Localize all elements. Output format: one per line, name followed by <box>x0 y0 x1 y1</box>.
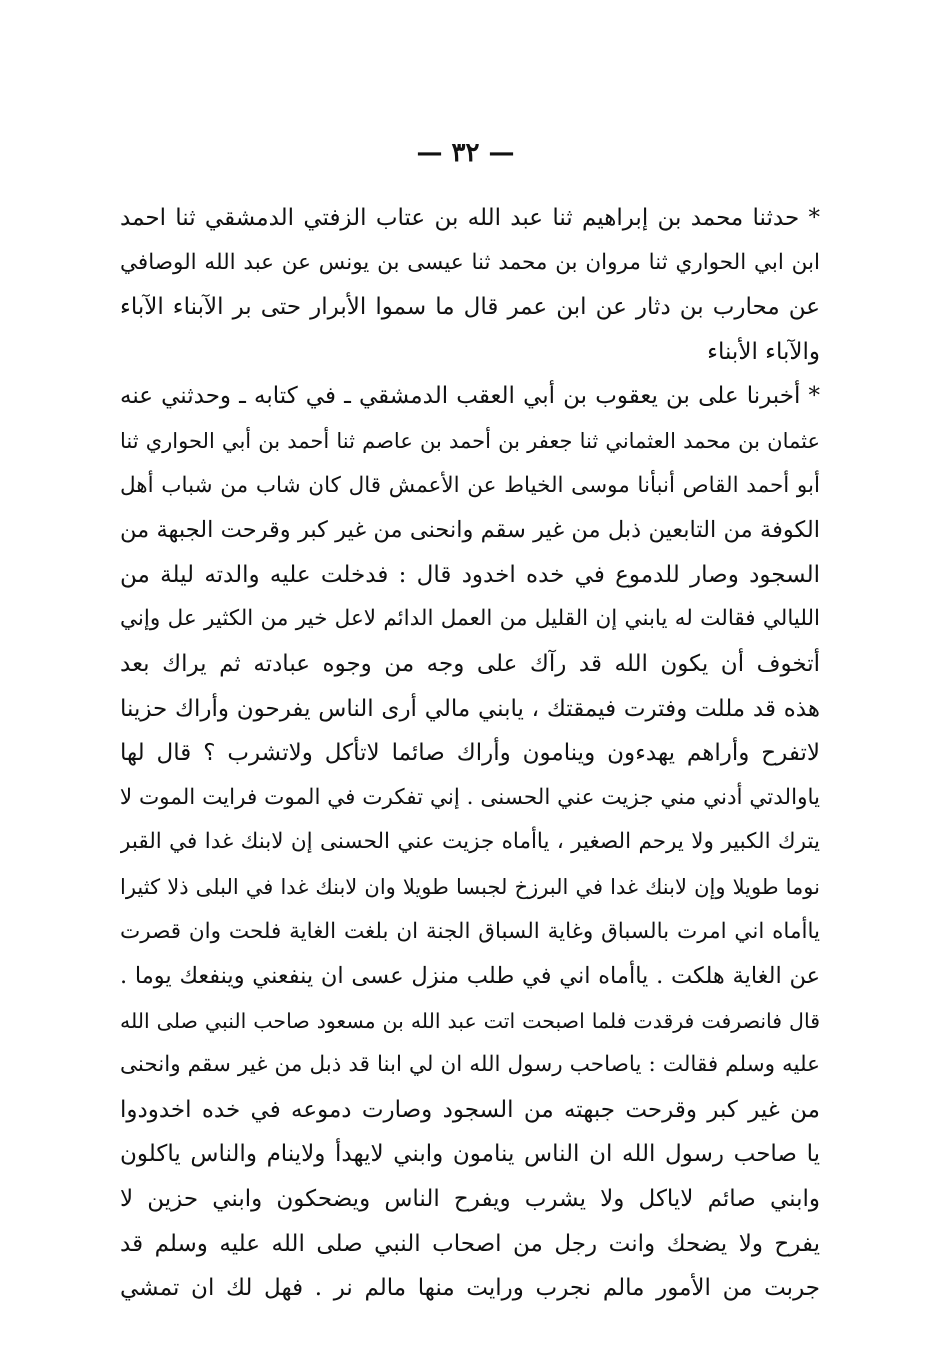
text-line: يترك الكبير ولا يرحم الصغير ، ياأماه جزيت عني الحسنى إن لابنك غدا في القبر <box>120 829 820 855</box>
text-line: ياأماه اني امرت بالسباق وغاية السباق الجنة ان بلغت الغاية فلحت وان قصرت <box>120 918 820 944</box>
text-line: يفرح ولا يضحك وانت رجل من اصحاب النبي صلى الله عليه وسلم قد <box>120 1230 820 1257</box>
text-line: والآباء الأبناء <box>707 338 820 365</box>
text-line: عثمان بن محمد العثماني ثنا جعفر بن أحمد بن عاصم ثنا أحمد بن أبي الحواري ثنا <box>120 428 820 453</box>
text-line: نوما طويلا وإن لابنك غدا في البرزخ لجبسا طويلا وان لابنك غدا في البلى ذلا كثيرا <box>120 874 820 899</box>
text-line: السجود وصار للدموع في خده اخدود قال : فدخلت عليه والدته ليلة من <box>120 561 820 588</box>
text-line: * حدثنا محمد بن إبراهيم ثنا عبد الله بن عتاب الزفتي الدمشقي ثنا احمد <box>120 205 820 231</box>
text-line: قال فانصرفت فرقدت فلما اصبحت اتت عبد الله بن مسعود صاحب النبي صلى الله <box>120 1008 820 1033</box>
text-line: أتخوف أن يكون الله قد رآك على وجه من وجوه عبادته ثم يراك بعد <box>120 650 820 677</box>
text-line: الليالي فقالت له يابني إن القليل من العمل الدائم لاعل خير من الكثير عل وإني <box>120 606 820 632</box>
page-text <box>120 196 820 1311</box>
text-line: * أخبرنا على بن يعقوب بن أبي العقب الدمشقي ـ في كتابه ـ وحدثني عنه <box>120 383 820 410</box>
text-line: لاتفرح وأراهم يهدءون وينامون وأراك صائما لاتأكل ولاتشرب ؟ قال لها <box>120 740 820 767</box>
text-line: هذه قد مللت وفترت فيمقتك ، يابني مالي أرى الناس يفرحون وأراك حزينا <box>120 695 820 722</box>
text-line: أبو أحمد القاص أنبأنا موسى الخياط عن الأعمش قال كان شاب من شباب أهل <box>120 472 820 498</box>
page-number: — ٣٢ — <box>416 138 515 168</box>
text-line: وابني صائم لاياكل ولا يشرب ويفرح الناس ويضحكون وابني حزين لا <box>120 1186 820 1213</box>
text-line: يا صاحب رسول الله ان الناس ينامون وابني لايهدأ ولاينام والناس ياكلون <box>120 1141 820 1168</box>
text-line: جربت من الأمور مالم نجرب ورايت منها مالم نر . فهل لك ان تمشي <box>120 1275 820 1302</box>
text-line: عن الغاية هلكت . ياأماه اني في طلب منزل عسى ان ينفعني وينفعك يوما . <box>120 963 820 990</box>
text-line: الكوفة من التابعين ذبل من غير سقم وانحنى من غير كبر وقرحت الجبهة من <box>120 517 820 544</box>
text-line: عن محارب بن دثار عن ابن عمر قال ما سموا الأبرار حتى بر الآبناء الآباء <box>120 294 820 321</box>
text-line: عليه وسلم فقالت : ياصاحب رسول الله ان لي ابنا قد ذبل من غير سقم وانحنى <box>120 1052 820 1078</box>
text-line: ياوالدتي أدني مني جزيت عني الحسنى . إني تفكرت في الموت فرايت الموت لا <box>120 784 820 810</box>
text-line: من غير كبر وقرحت جبهته من السجود وصارت دموعه في خده اخدودوا <box>120 1096 820 1123</box>
text-line: ابن ابي الحواري ثنا مروان بن محمد ثنا عيسى بن يونس عن عبد الله الوصافي <box>120 249 820 275</box>
